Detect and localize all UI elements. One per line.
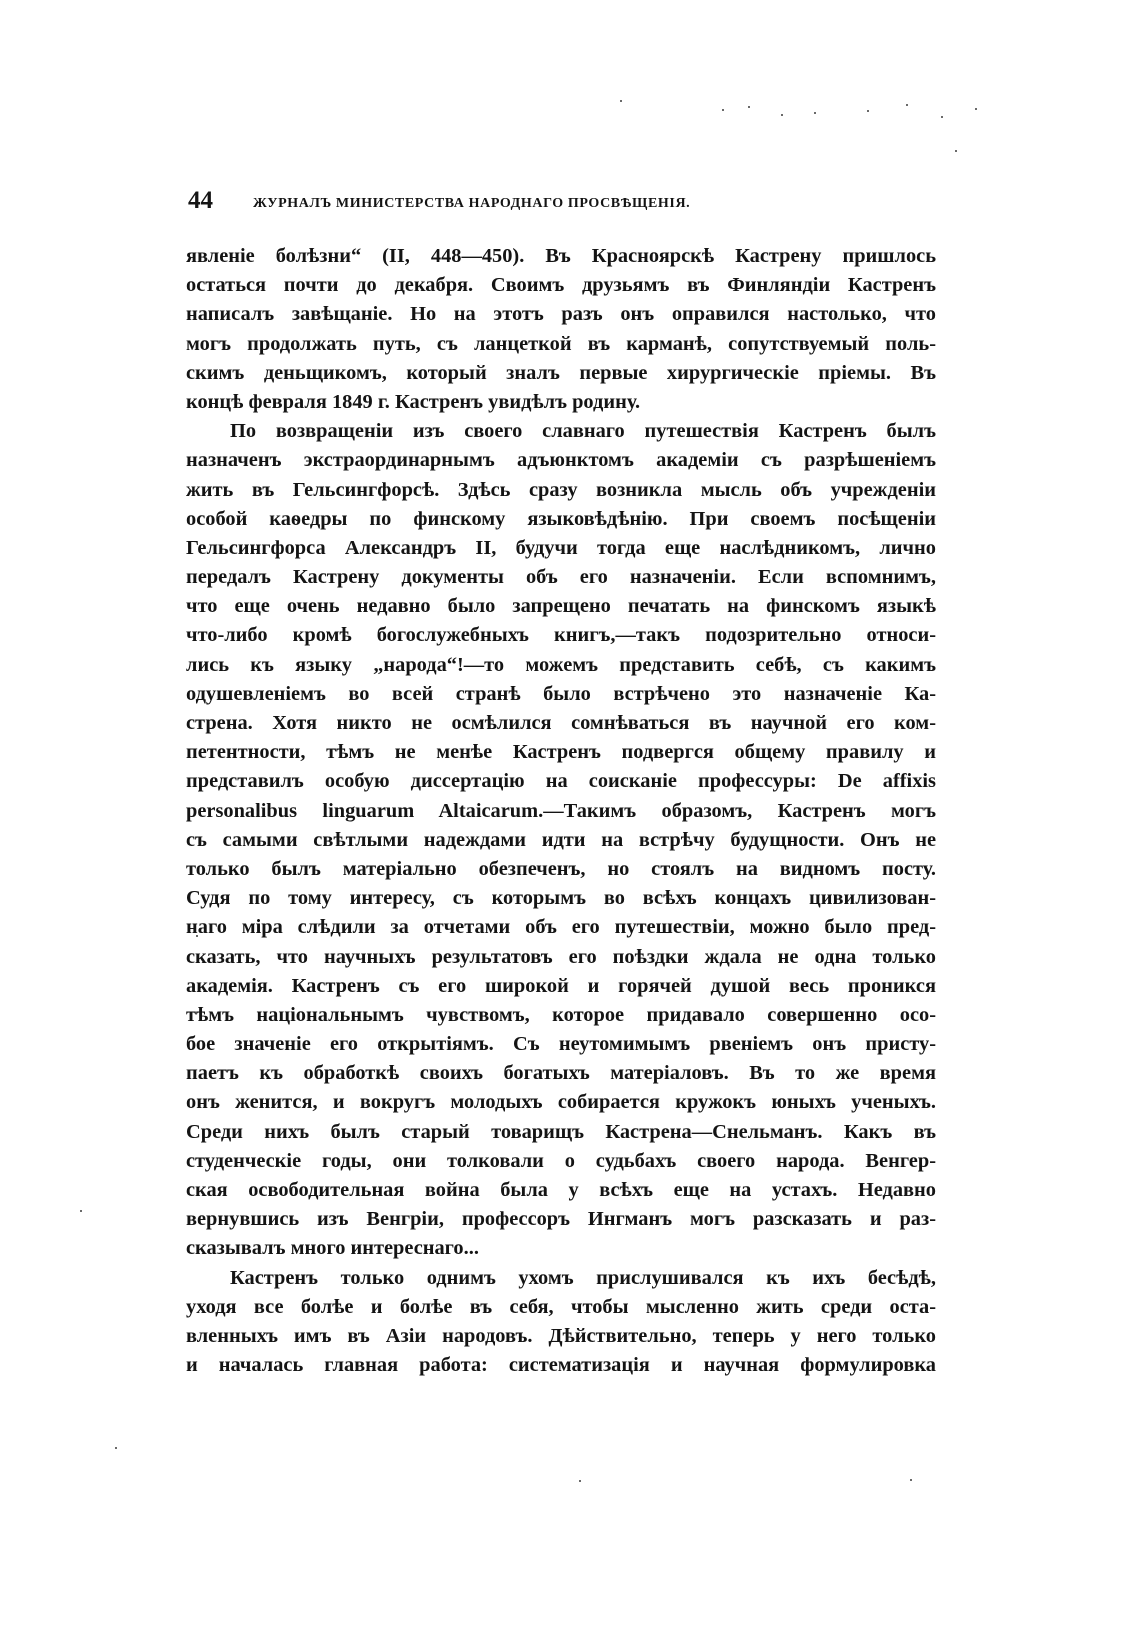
text-line: представилъ особую диссертацію на соисканіе профессуры: De affixis [186,770,936,793]
text-line: онъ женится, и вокругъ молодыхъ собирается кружокъ юныхъ ученыхъ. [186,1091,936,1114]
print-speck [975,108,977,110]
print-speck [867,110,869,112]
text-line: одушевленіемъ во всей странѣ было встрѣчено это назначеніе Ка- [186,682,936,705]
print-speck [781,114,783,116]
text-line: что-либо кромѣ богослужебныхъ книгъ,—такъ подозрительно относи- [186,624,936,647]
text-line: остаться почти до декабря. Своимъ друзьямъ въ Финляндіи Кастренъ [186,274,936,297]
body-text [186,242,936,1380]
text-line: особой каѳедры по финскому языковѣдѣнію. При своемъ посѣщеніи [186,507,936,530]
print-speck [910,1479,912,1481]
text-line: Кастренъ только однимъ ухомъ прислушивался къ ихъ бесѣдѣ, [230,1266,936,1289]
print-speck [115,1447,117,1449]
text-line: передалъ Кастрену документы объ его назначеніи. Если вспомнимъ, [186,566,936,589]
print-speck [941,116,943,118]
text-line: вернувшись изъ Венгріи, профессоръ Ингманъ могъ разсказать и раз- [186,1208,936,1231]
print-speck [748,106,750,108]
print-speck [80,1210,82,1212]
text-line: явленіе болѣзни“ (II, 448—450). Въ Красноярскѣ Кастрену пришлось [186,245,936,267]
text-line: Судя по тому интересу, съ которымъ во всѣхъ концахъ цивилизован- [186,887,936,910]
text-line: паетъ къ обработкѣ своихъ богатыхъ матеріаловъ. Въ то же время [186,1062,936,1085]
text-line: и началась главная работа: систематизація и научная формулировка [186,1354,936,1377]
text-line: сказывалъ много интереснаго... [186,1237,479,1260]
text-line: скимъ деньщикомъ, который зналъ первые хирургическіе пріемы. Въ [186,361,936,384]
running-title: ЖУРНАЛЪ МИНИСТЕРСТВА НАРОДНАГО ПРОСВѢЩЕНІЯ. [253,196,691,211]
print-speck [579,1480,581,1482]
text-line: съ самыми свѣтлыми надеждами идти на встрѣчу будущности. Онъ не [186,828,936,851]
text-line: что еще очень недавно было запрещено печатать на финскомъ языкѣ [186,595,936,618]
text-line: бое значеніе его открытіямъ. Съ неутомимымъ рвеніемъ онъ присту- [186,1033,936,1056]
text-line: жить въ Гельсингфорсѣ. Здѣсь сразу возникла мысль объ учрежденіи [186,478,936,501]
page-number: 44 [188,187,213,214]
text-line: могъ продолжать путь, съ ланцеткой въ карманѣ, сопутствуемый поль- [186,332,936,355]
text-line: По возвращеніи изъ своего славнаго путешествія Кастренъ былъ [230,420,936,443]
print-speck [722,109,724,111]
print-speck [906,104,908,106]
text-line: personalibus linguarum Altaicarum.—Такимъ образомъ, Кастренъ могъ [186,799,936,822]
text-line: академія. Кастренъ съ его широкой и горячей душой весь проникся [186,974,936,997]
text-line: петентности, тѣмъ не менѣе Кастренъ подвергся общему правилу и [186,741,936,764]
text-line: сказать, что научныхъ результатовъ его поѣздки ждала не одна только [186,945,936,968]
text-line: уходя все болѣе и болѣе въ себя, чтобы мысленно жить среди оста- [186,1295,936,1318]
text-line: только былъ матеріально обезпеченъ, но стоялъ на видномъ посту. [186,857,936,880]
print-speck [814,112,816,114]
text-line: концѣ февраля 1849 г. Кастренъ увидѣлъ родину. [186,390,641,413]
print-speck [620,100,622,102]
text-line: написалъ завѣщаніе. Но на этотъ разъ онъ оправился настолько, что [186,303,936,326]
text-line: назначенъ экстраординарнымъ адъюнктомъ академіи съ разрѣшеніемъ [186,449,936,472]
text-line: наго міра слѣдили за отчетами объ его путешествіи, можно было пред- [186,916,936,939]
text-line: Среди нихъ былъ старый товарищъ Кастрена—Снельманъ. Какъ въ [186,1120,936,1143]
text-line: лись къ языку „народа“!—то можемъ представить себѣ, съ какимъ [186,653,936,676]
text-line: ская освободительная война была у всѣхъ еще на устахъ. Недавно [186,1179,936,1201]
print-speck [955,150,957,152]
text-line: стрена. Хотя никто не осмѣлился сомнѣваться въ научной его ком- [186,712,936,734]
text-line: Гельсингфорса Александръ II, будучи тогда еще наслѣдникомъ, лично [186,536,936,559]
text-line: тѣмъ національнымъ чувствомъ, которое придавало совершенно осо- [186,1003,936,1026]
text-line: вленныхъ имъ въ Азіи народовъ. Дѣйствительно, теперь у него только [186,1324,936,1347]
text-line: студенческіе годы, они толковали о судьбахъ своего народа. Венгер- [186,1149,936,1172]
